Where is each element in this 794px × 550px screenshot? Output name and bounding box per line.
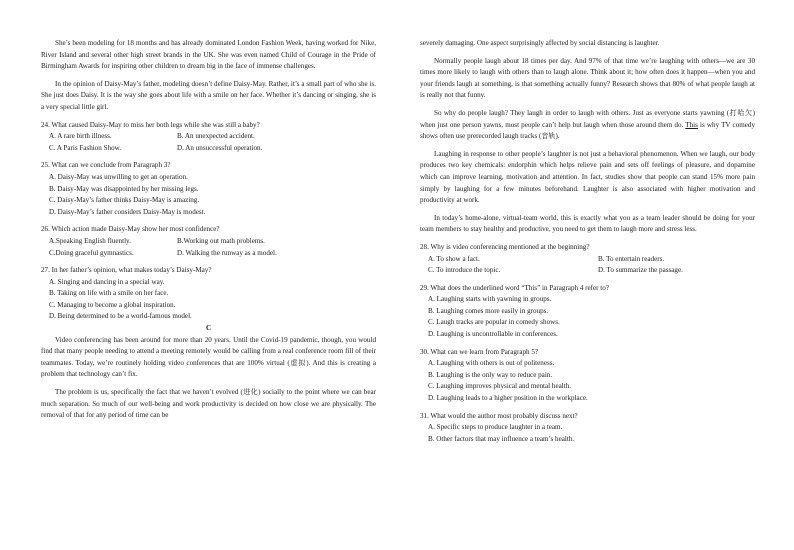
option-a: A. Specific steps to produce laughter in a team.	[428, 423, 563, 432]
question-27	[41, 265, 376, 323]
question-26	[41, 224, 376, 259]
option-b: B. Taking on life with a smile on her face.	[49, 289, 169, 298]
option-c: C. Laugh tracks are popular in comedy shows.	[428, 318, 560, 327]
option-c: C. A Paris Fashion Show.	[49, 143, 122, 152]
option-a: A. Laughing with others is out of politeness.	[428, 359, 555, 368]
option-b: B. Laughing comes more easily in groups.	[428, 306, 549, 315]
question-25	[41, 160, 376, 218]
question-stem: 31. What would the author most probably discuss next?	[420, 411, 578, 420]
option-c: C. Managing to become a global inspiration.	[49, 300, 176, 309]
text-run: is why TV comedy shows often use prerecorded laugh tracks (音轨).	[420, 120, 755, 141]
option-c: C.Doing graceful gymnastics.	[49, 248, 134, 257]
option-d: D. To summarize the passage.	[598, 266, 683, 275]
text-run: So why do people laugh? They laugh in order to laugh with others. Just as everyone starts yawning (打哈欠) when just one person yawns, most people can’t help but laugh when those around them do.	[420, 108, 755, 129]
paragraph	[420, 108, 755, 143]
option-d: D. Laughing leads to a higher position in the workplace.	[428, 394, 588, 403]
option-d: D. Daisy-May’s father considers Daisy-May is modest.	[49, 207, 206, 216]
section-heading: C	[205, 324, 212, 333]
paragraph: Normally people laugh about 18 times per day. And 97% of that time we’re laughing with others—we are 30 times more likely to laugh with others than to laugh alone. Think about it; how often does it happen—when you and your friends laugh at something, is that something actually funny? Research shows that 80% of what people laugh at is really not that funny.	[420, 56, 755, 100]
option-a: A. Daisy-May was unwilling to get an operation.	[49, 172, 188, 181]
right-column	[420, 38, 755, 445]
option-a: A.Speaking English fluently.	[49, 236, 131, 245]
question-stem: 25. What can we conclude from Paragraph 3?	[41, 161, 171, 170]
paragraph: She’s been modeling for 18 months and has already dominated London Fashion Week, having worked for Nike, River Island and several other high street brands in the UK. She was even named Child of Courage in the Pride of Birmingham Awards for inspiring other children to dream big in the face of immense challenges.	[41, 39, 376, 71]
paragraph: In the opinion of Daisy-May’s father, modeling doesn’t define Daisy-May. Rather, it’s a small part of who she is. She just does Daisy. It is the way she goes about life with a smile on her face. Whether it’s dancing or singing, she is a very special little girl.	[41, 79, 376, 111]
question-24	[41, 120, 376, 155]
option-c: C. Daisy-May’s father thinks Daisy-May is amazing.	[49, 196, 200, 205]
left-column	[41, 38, 376, 422]
option-b: B. An unexpected accident.	[177, 132, 255, 141]
question-stem: 30. What can we learn from Paragraph 5?	[420, 347, 539, 356]
option-b: B. Laughing is the only way to reduce pain.	[428, 370, 553, 379]
paragraph: In today’s home-alone, virtual-team world, this is exactly what you as a team leader should be doing for your team members to stay healthy and productive, you need to get them to laugh more and stress less.	[420, 213, 755, 234]
option-b: B. Other factors that may influence a team’s health.	[428, 434, 575, 443]
question-30	[420, 347, 755, 405]
option-c: C. Laughing improves physical and mental health.	[428, 382, 572, 391]
option-a: A. To show a fact.	[428, 254, 480, 263]
paragraph: Laughing in response to other people’s laughter is not just a behavioral phenomenon. When we laugh, our body produces two key chemicals: endorphin which helps relieve pain and sets off feelings of pleasure, and dopamine which can improve learning, motivation and attention. In fact, studies show that people can stand 15% more pain simply by laughing for a few minutes beforehand. Laughter is also associated with higher motivation and productivity at work.	[420, 149, 755, 205]
option-a: A. Laughing starts with yawning in groups.	[428, 295, 552, 304]
question-stem: 26. Which action made Daisy-May show her most confidence?	[41, 225, 220, 234]
option-a: A. A rare birth illness.	[49, 132, 112, 141]
question-stem: 24. What caused Daisy-May to miss her both legs while she was still a baby?	[41, 120, 260, 129]
option-b: B. To entertain readers.	[598, 254, 665, 263]
question-29	[420, 283, 755, 341]
options	[420, 254, 755, 277]
paragraph: The problem is us, specifically the fact that we haven’t evolved (进化) socially to the point where we can bear much separation. So much of our well-being and work productivity is decided on how close we are physically. The removal of that for any period of time can be	[41, 388, 376, 420]
question-28	[420, 242, 755, 277]
option-b: B. Daisy-May was disappointed by her missing legs.	[49, 184, 199, 193]
option-d: D. Being determined to be a world-famous model.	[49, 312, 192, 321]
option-d: D. An unsuccessful operation.	[177, 143, 263, 152]
paragraph: Video conferencing has been around for more than 20 years. Until the Covid-19 pandemic, though, you would find that many people needing to attend a meeting remotely would be calling from a real conference room fill of their teammates. Today, we’re routinely holding video conferences that are 100% virtual (虚拟). And this is creating a problem that technology can’t fix.	[41, 335, 376, 379]
option-b: B.Working out math problems.	[177, 236, 265, 245]
option-d: D. Walking the runway as a model.	[177, 248, 277, 257]
option-c: C. To introduce the topic.	[428, 266, 501, 275]
question-stem: 29. What does the underlined word “This” in Paragraph 4 refer to?	[420, 283, 609, 292]
option-d: D. Laughing is uncontrollable in conferences.	[428, 330, 558, 339]
question-stem: 27. In her father’s opinion, what makes today’s Daisy-May?	[41, 266, 212, 275]
paragraph: severely damaging. One aspect surprisingly affected by social distancing is laughter.	[420, 39, 660, 47]
underlined-word: This	[685, 120, 698, 129]
options	[41, 236, 376, 259]
question-stem: 28. Why is video conferencing mentioned at the beginning?	[420, 242, 590, 251]
options	[41, 131, 376, 154]
question-31	[420, 411, 755, 446]
option-a: A. Singing and dancing in a special way.	[49, 277, 165, 286]
